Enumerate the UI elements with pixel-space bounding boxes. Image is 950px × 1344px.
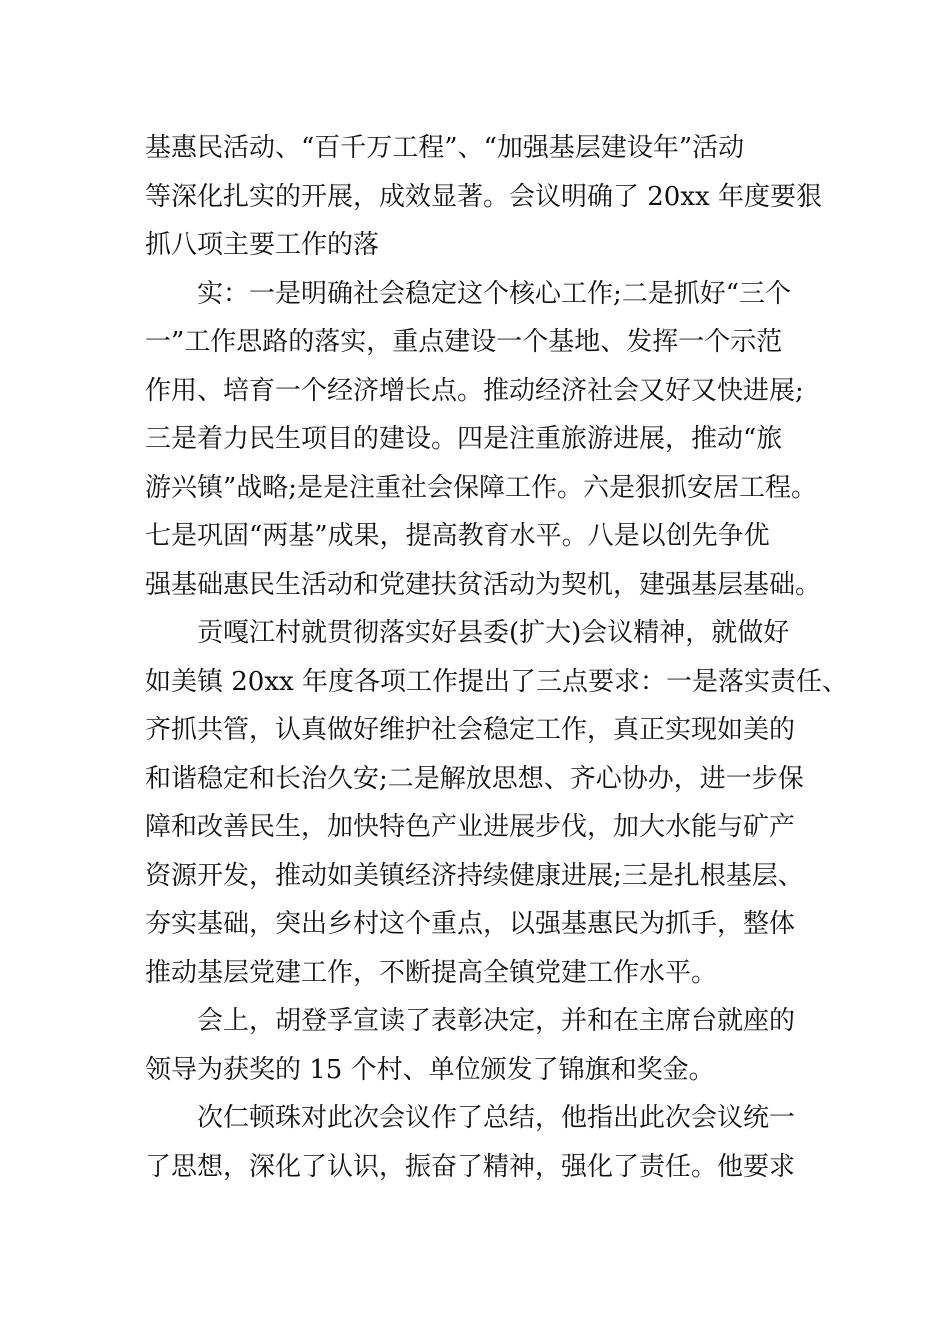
text-line: 资源开发，推动如美镇经济持续健康进展;三是扎根基层、	[145, 860, 804, 891]
paragraph-start-line: 贡嘎江村就贯彻落实好县委(扩大)会议精神，就做好	[197, 618, 790, 648]
text-line: 如美镇 20xx 年度各项工作提出了三点要求：一是落实责任、	[145, 666, 848, 697]
text-line: 了思想，深化了认识，振奋了精神，强化了责任。他要求	[145, 1151, 796, 1182]
paragraph-start-line: 次仁顿珠对此次会议作了总结，他指出此次会议统一	[197, 1103, 796, 1133]
text-line: 等深化扎实的开展，成效显著。会议明确了 20xx 年度要狠	[145, 181, 822, 212]
text-line: 强基础惠民生活动和党建扶贫活动为契机，建强基层基础。	[145, 569, 822, 600]
text-line: 夯实基础，突出乡村这个重点，以强基惠民为抓手，整体	[145, 909, 796, 939]
text-line: 作用、培育一个经济增长点。推动经济社会又好又快进展;	[145, 375, 804, 406]
text-line: 和谐稳定和长治久安;二是解放思想、齐心协办，进一步保	[145, 763, 804, 794]
paragraph-start-line: 实：一是明确社会稳定这个核心工作;二是抓好“三个	[197, 278, 792, 309]
text-line: 障和改善民生，加快特色产业进展步伐，加大水能与矿产	[145, 812, 796, 842]
text-line: 抓八项主要工作的落	[145, 230, 380, 260]
text-line: 三是着力民生项目的建设。四是注重旅游进展，推动“旅	[145, 424, 783, 454]
text-line: 游兴镇”战略;是是注重社会保障工作。六是狠抓安居工程。	[145, 472, 818, 503]
text-line: 七是巩固“两基”成果，提高教育水平。八是以创先争优	[145, 521, 770, 551]
paragraph-start-line: 会上，胡登孚宣读了表彰决定，并和在主席台就座的	[197, 1006, 796, 1036]
text-line: 推动基层党建工作，不断提高全镇党建工作水平。	[145, 957, 718, 988]
text-line: 一”工作思路的落实，重点建设一个基地、发挥一个示范	[145, 327, 783, 357]
document-body	[145, 124, 848, 1191]
text-line: 领导为获奖的 15 个村、单位颁发了锦旗和奖金。	[145, 1054, 715, 1085]
text-line: 基惠民活动、“百千万工程”、“加强基层建设年”活动	[145, 133, 745, 163]
text-line: 齐抓共管，认真做好维护社会稳定工作，真正实现如美的	[145, 715, 796, 745]
